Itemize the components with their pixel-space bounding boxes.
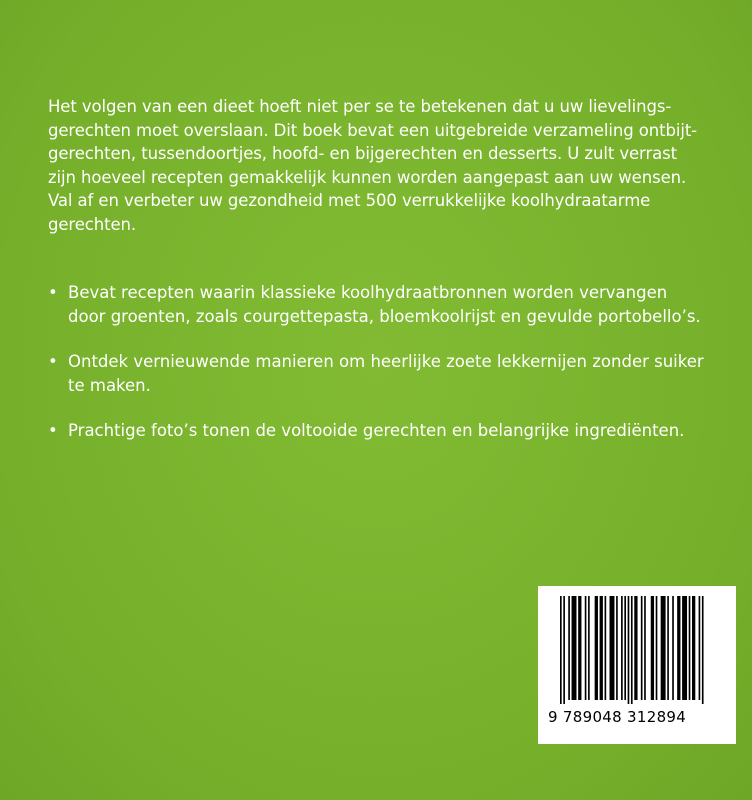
barcode-bar <box>689 596 691 700</box>
barcode-bar <box>568 596 570 700</box>
barcode-bar <box>600 596 603 700</box>
intro-line: gerechten moet overslaan. Dit boek bevat een uitgebreide verzameling ontbijt- <box>48 120 698 140</box>
barcode-bar <box>578 596 581 700</box>
barcode-bar <box>621 596 623 700</box>
barcode-bar <box>641 596 643 700</box>
bullet-marker: • <box>48 283 58 302</box>
feature-item <box>48 281 728 328</box>
feature-list <box>48 281 728 465</box>
barcode-bar <box>563 596 565 704</box>
barcode-bar <box>588 596 590 700</box>
feature-line: Bevat recepten waarin klassieke koolhydraatbronnen worden vervangen <box>68 283 668 302</box>
barcode-bar <box>672 596 674 700</box>
barcode-bar <box>560 596 562 704</box>
feature-line: te maken. <box>68 375 151 395</box>
barcode-bar <box>585 596 587 700</box>
barcode-label <box>538 586 736 744</box>
barcode-bar <box>699 596 701 700</box>
barcode-bar <box>644 596 646 700</box>
barcode-bar <box>572 596 577 700</box>
barcode-bar <box>634 596 637 700</box>
intro-line: Het volgen van een dieet hoeft niet per se te betekenen dat u uw lievelings- <box>48 97 672 116</box>
barcode-bar <box>616 596 618 700</box>
barcode-bar <box>677 596 680 700</box>
feature-line: door groenten, zoals courgettepasta, bloemkoolrijst en gevulde portobello’s. <box>68 306 701 326</box>
barcode-bar <box>605 596 607 700</box>
barcode-bar <box>624 596 626 700</box>
bullet-marker: • <box>48 352 58 371</box>
intro-line: gerechten. <box>48 214 137 234</box>
barcode-bar <box>682 596 687 700</box>
barcode-bar <box>610 596 615 700</box>
isbn-number: 9 789048 312894 <box>548 708 687 726</box>
feature-line: Prachtige foto’s tonen de voltooide gerechten en belangrijke ingrediënten. <box>68 421 685 440</box>
intro-line: gerechten, tussendoortjes, hoofd- en bijgerechten en desserts. U zult verrast <box>48 144 678 163</box>
barcode-bar <box>661 596 666 700</box>
feature-item <box>48 350 728 397</box>
barcode-bar <box>651 596 654 700</box>
barcode-bar <box>595 596 598 700</box>
barcode-bar <box>628 596 630 704</box>
bullet-marker: • <box>48 421 58 440</box>
feature-line: Ontdek vernieuwende manieren om heerlijke zoete lekkernijen zonder suiker <box>68 352 704 371</box>
barcode-bar <box>702 596 704 704</box>
intro-line: Val af en verbeter uw gezondheid met 500 verrukkelijke koolhydraatarme <box>48 191 651 210</box>
intro-paragraph <box>48 95 718 236</box>
barcode-bar <box>631 596 633 704</box>
barcode-bar <box>692 596 695 700</box>
feature-item <box>48 419 728 443</box>
barcode-bar <box>667 596 669 700</box>
barcode-bar <box>656 596 658 700</box>
intro-line: zijn hoeveel recepten gemakkelijk kunnen worden aangepast aan uw wensen. <box>48 167 687 187</box>
barcode-graphic <box>560 596 716 704</box>
